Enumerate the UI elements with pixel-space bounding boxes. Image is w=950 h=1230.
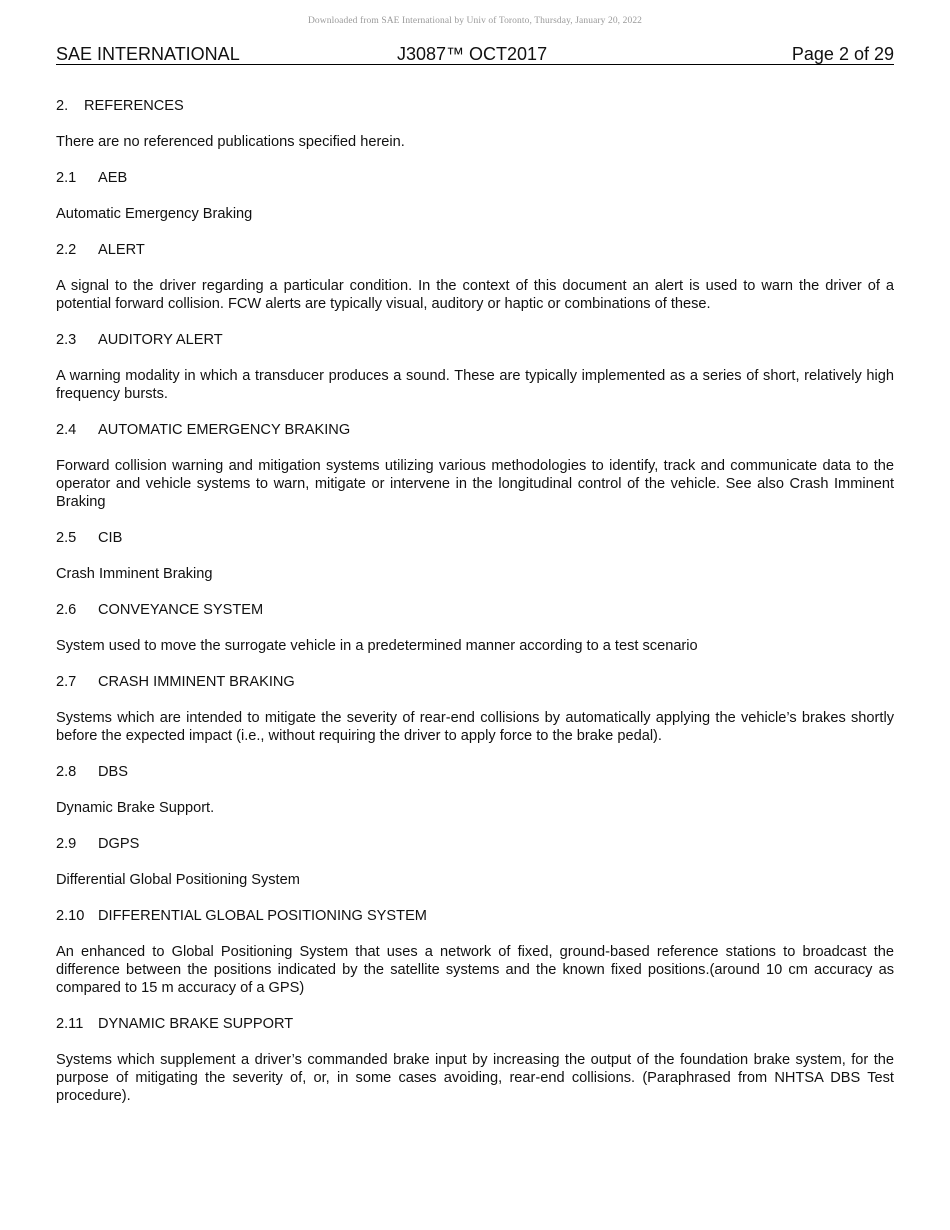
definition-number: 2.8 (56, 764, 77, 780)
definition-term: DGPS (98, 836, 140, 852)
header-organization: SAE INTERNATIONAL (56, 44, 240, 64)
document-body (56, 97, 894, 1123)
definition-text-differential-gps: An enhanced to Global Positioning System that uses a network of fixed, ground-based reference stations to broadcast the difference between the positions indicated by the satellite systems and the known fixed positions.(around 10 cm accuracy as compared to 15 m accuracy of a GPS) (56, 944, 894, 996)
definition-heading-differential-gps (56, 907, 894, 925)
definition-number: 2.1 (56, 170, 77, 186)
definition-term: CRASH IMMINENT BRAKING (98, 674, 295, 690)
definition-number: 2.10 (56, 908, 85, 924)
definition-term: CONVEYANCE SYSTEM (98, 602, 264, 618)
section-intro: There are no referenced publications specified herein. (56, 134, 405, 150)
definition-text-auditory-alert: A warning modality in which a transducer produces a sound. These are typically implemented as a series of short, relatively high frequency bursts. (56, 368, 894, 402)
definition-term: CIB (98, 530, 123, 546)
page-header (56, 44, 894, 65)
definition-term: AUDITORY ALERT (98, 332, 223, 348)
definition-text-aeb: Automatic Emergency Braking (56, 206, 253, 222)
definition-text-dbs: Dynamic Brake Support. (56, 800, 215, 816)
definition-number: 2.5 (56, 530, 77, 546)
definition-heading-cib (56, 529, 894, 547)
definition-number: 2.9 (56, 836, 77, 852)
definition-term: AUTOMATIC EMERGENCY BRAKING (98, 422, 351, 438)
definition-text-alert: A signal to the driver regarding a particular condition. In the context of this document an alert is used to warn the driver of a potential forward collision. FCW alerts are typically visual, auditory or haptic or combinations of these. (56, 278, 894, 312)
section-title: REFERENCES (84, 98, 184, 114)
definition-text-dgps: Differential Global Positioning System (56, 872, 300, 888)
definition-heading-aeb (56, 169, 894, 187)
definition-text-cib: Crash Imminent Braking (56, 566, 213, 582)
definition-heading-dynamic-brake-support (56, 1015, 894, 1033)
definition-text-automatic-emergency-braking: Forward collision warning and mitigation systems utilizing various methodologies to identify, track and communicate data to the operator and vehicle systems to warn, mitigate or intervene in the longitudinal control of the vehicle. See also Crash Imminent Braking (56, 458, 894, 510)
definition-number: 2.6 (56, 602, 77, 618)
definition-term: ALERT (98, 242, 145, 258)
definition-number: 2.2 (56, 242, 77, 258)
definition-term: DBS (98, 764, 129, 780)
definition-text-conveyance-system: System used to move the surrogate vehicle in a predetermined manner according to a test scenario (56, 638, 698, 654)
definition-number: 2.4 (56, 422, 77, 438)
definition-text-crash-imminent-braking: Systems which are intended to mitigate the severity of rear-end collisions by automatically applying the vehicle’s brakes shortly before the expected impact (i.e., without requiring the driver to apply force to the brake pedal). (56, 710, 894, 744)
header-document-id: J3087™ OCT2017 (397, 44, 548, 64)
definition-term: DYNAMIC BRAKE SUPPORT (98, 1016, 294, 1032)
definition-heading-conveyance-system (56, 601, 894, 619)
definition-heading-alert (56, 241, 894, 259)
definition-term: DIFFERENTIAL GLOBAL POSITIONING SYSTEM (98, 908, 427, 924)
definition-term: AEB (98, 170, 128, 186)
section-number: 2. (56, 98, 69, 114)
definition-number: 2.3 (56, 332, 77, 348)
definition-number: 2.11 (56, 1016, 84, 1032)
definition-heading-auditory-alert (56, 331, 894, 349)
section-heading (56, 97, 894, 115)
definition-number: 2.7 (56, 674, 77, 690)
definition-heading-crash-imminent-braking (56, 673, 894, 691)
definition-heading-dgps (56, 835, 894, 853)
definition-heading-dbs (56, 763, 894, 781)
header-page-number: Page 2 of 29 (791, 44, 894, 64)
definition-text-dynamic-brake-support: Systems which supplement a driver’s commanded brake input by increasing the output of the foundation brake system, for the purpose of mitigating the severity of, or, in some cases avoiding, rear-end collisions. (Paraphrased from NHTSA DBS Test procedure). (56, 1052, 894, 1104)
download-watermark: Downloaded from SAE International by Univ of Toronto, Thursday, January 20, 2022 (307, 16, 643, 26)
definition-heading-automatic-emergency-braking (56, 421, 894, 439)
